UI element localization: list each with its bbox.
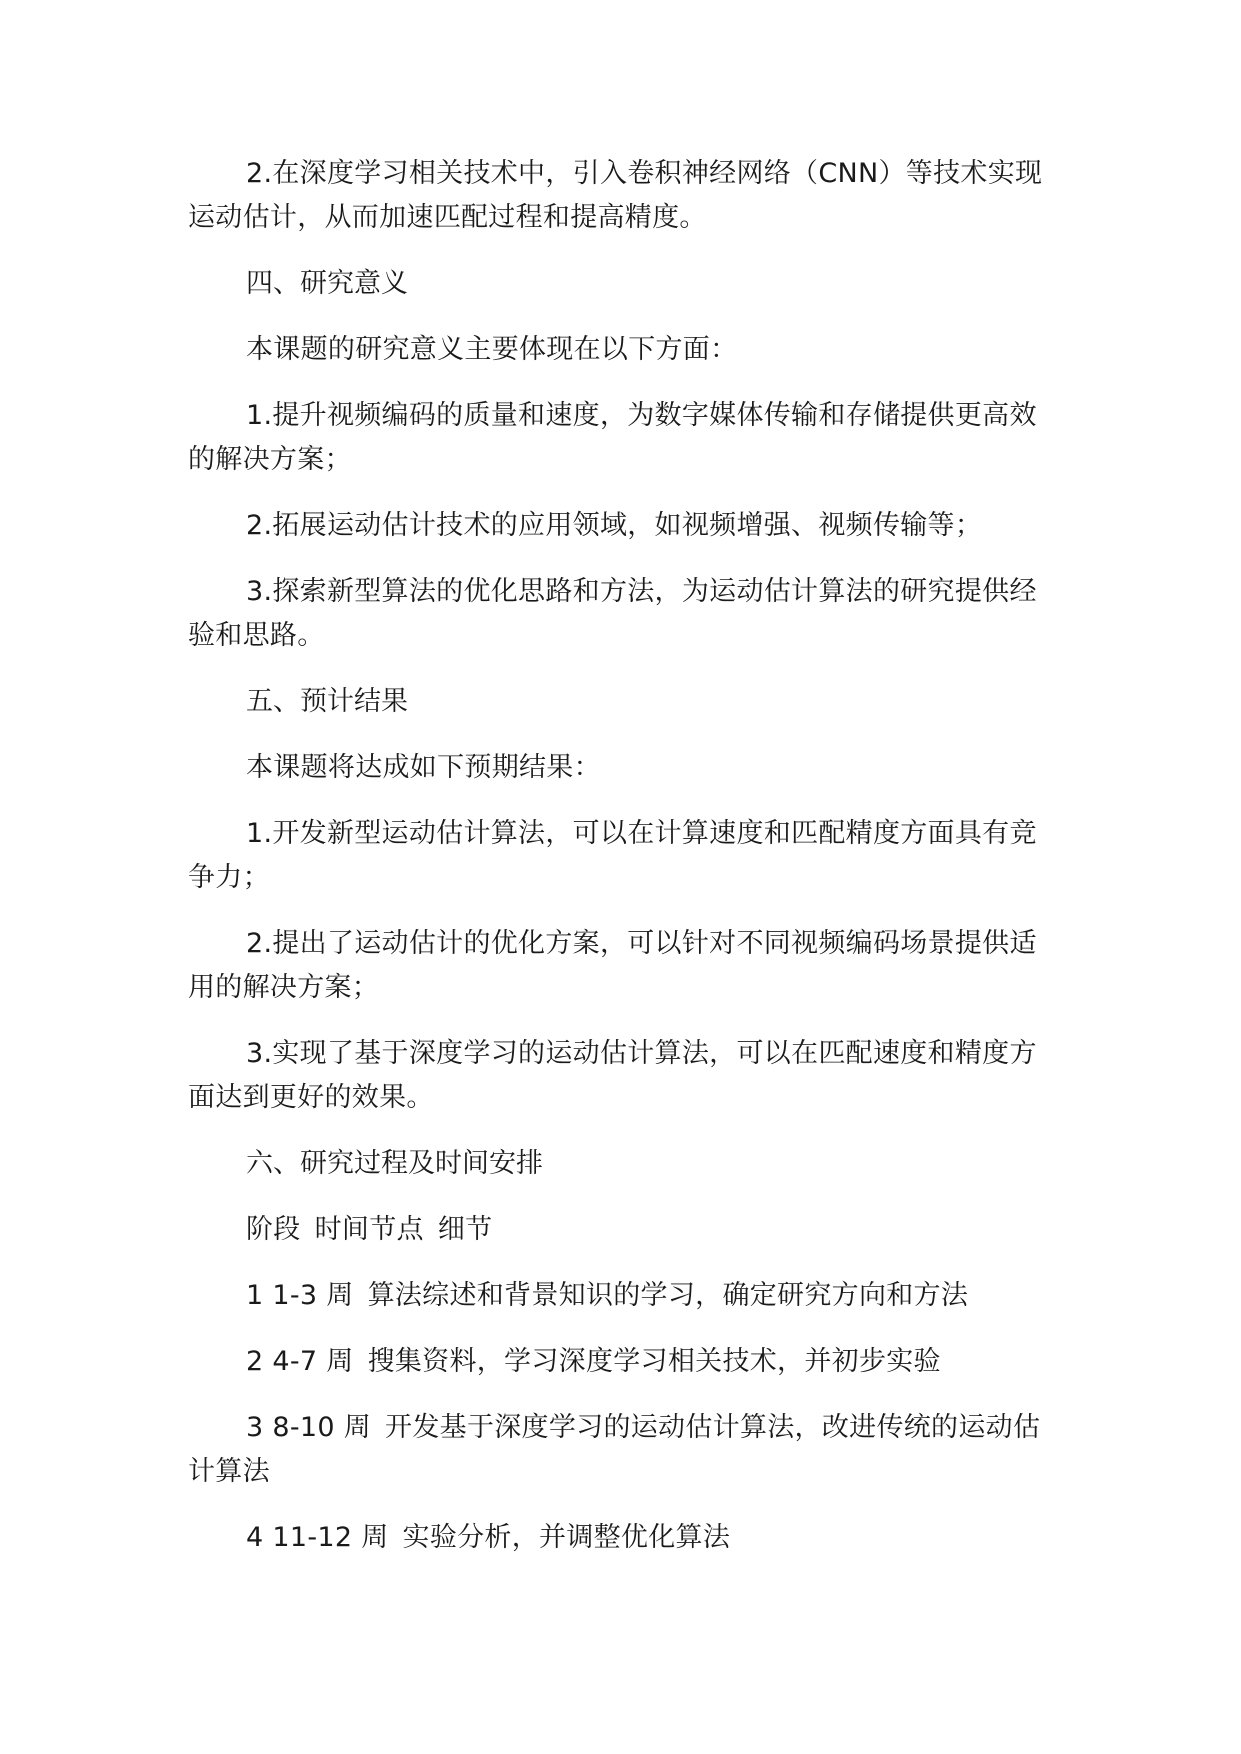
schedule-row-stage: 1 (246, 1280, 264, 1311)
schedule-row (188, 1274, 1063, 1318)
schedule-row-detail: 实验分析，并调整优化算法 (402, 1522, 731, 1553)
paragraph-significance-2: 2.拓展运动估计技术的应用领域，如视频增强、视频传输等； (246, 510, 983, 541)
schedule-header-row (188, 1208, 1063, 1252)
schedule-header-time: 时间节点 (314, 1214, 424, 1245)
section-heading-expected-results: 五、预计结果 (246, 686, 408, 717)
schedule-row-time: 8-10 周 (272, 1412, 372, 1443)
schedule-row-detail: 搜集资料，学习深度学习相关技术，并初步实验 (367, 1346, 941, 1377)
schedule-row-detail: 算法综述和背景知识的学习，确定研究方向和方法 (367, 1280, 969, 1311)
paragraph-result-1: 1.开发新型运动估计算法，可以在计算速度和匹配精度方面具有竞争力； (188, 818, 1037, 893)
section-heading-research-significance: 四、研究意义 (246, 268, 408, 299)
schedule-row-detail: 开发基于深度学习的运动估计算法，改进传统的运动估计算法 (188, 1412, 1041, 1487)
paragraph-results-intro: 本课题将达成如下预期结果： (246, 752, 601, 783)
schedule-header-detail: 细节 (437, 1214, 493, 1245)
schedule-header-stage: 阶段 (246, 1214, 301, 1245)
schedule-row-stage: 4 (246, 1522, 264, 1553)
paragraph-significance-3: 3.探索新型算法的优化思路和方法，为运动估计算法的研究提供经验和思路。 (188, 576, 1037, 651)
section-heading-schedule: 六、研究过程及时间安排 (246, 1148, 543, 1179)
schedule-row (188, 1406, 1063, 1494)
schedule-row-stage: 2 (246, 1346, 264, 1377)
paragraph-result-3: 3.实现了基于深度学习的运动估计算法，可以在匹配速度和精度方面达到更好的效果。 (188, 1038, 1037, 1113)
schedule-row (188, 1340, 1063, 1384)
schedule-row-time: 4-7 周 (272, 1346, 354, 1377)
paragraph-result-2: 2.提出了运动估计的优化方案，可以针对不同视频编码场景提供适用的解决方案； (188, 928, 1037, 1003)
schedule-row-time: 1-3 周 (272, 1280, 354, 1311)
paragraph-cnn-motion-estimation: 2.在深度学习相关技术中，引入卷积神经网络（CNN）等技术实现运动估计，从而加速匹配过程和提高精度。 (188, 158, 1043, 233)
schedule-row-time: 11-12 周 (272, 1522, 389, 1553)
paragraph-significance-1: 1.提升视频编码的质量和速度，为数字媒体传输和存储提供更高效的解决方案； (188, 400, 1037, 475)
schedule-row (188, 1516, 1063, 1560)
paragraph-significance-intro: 本课题的研究意义主要体现在以下方面： (246, 334, 738, 365)
document-body (188, 152, 1063, 1582)
schedule-row-stage: 3 (246, 1412, 264, 1443)
